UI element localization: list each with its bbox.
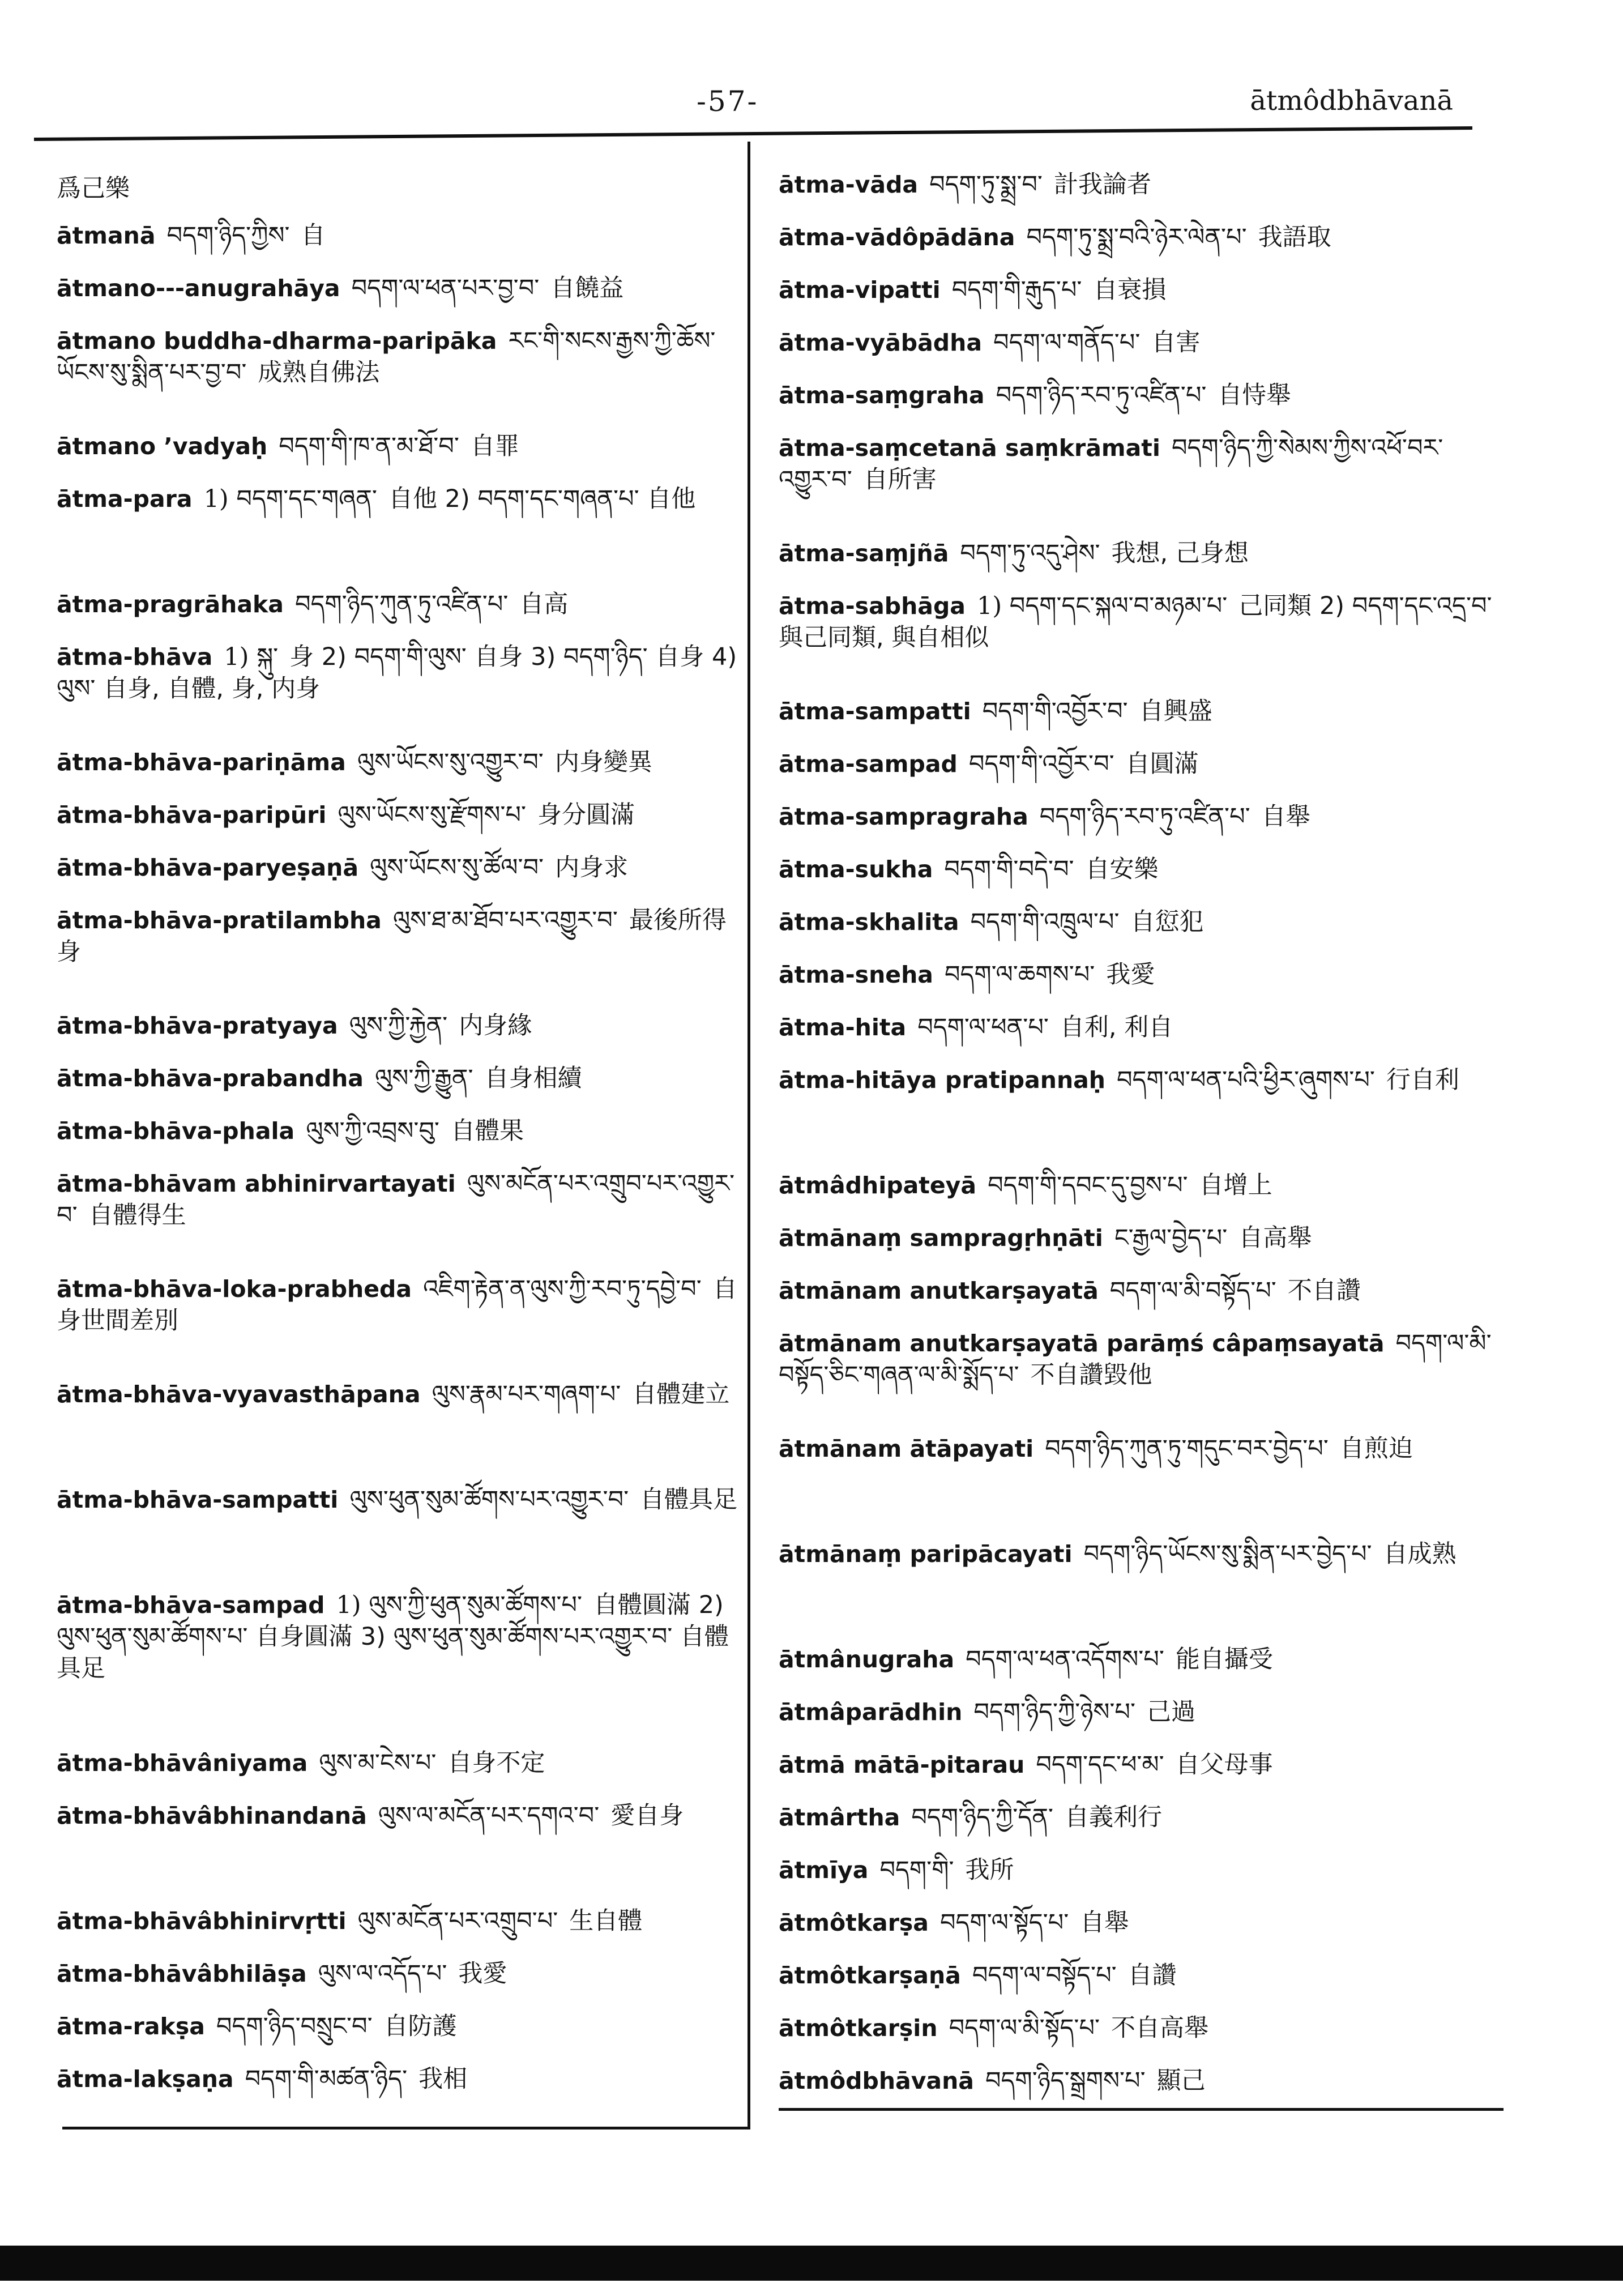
entry-headword: ātma-rakṣa (57, 2013, 205, 2040)
entry-tibetan: བདག་ལ་མི་བསྟོད་ཅིང་གཞན་ལ་མི་སྨོད་པ་ (779, 1329, 1492, 1389)
dictionary-entry (57, 1158, 742, 1263)
entry-chinese: 生自體 (569, 1907, 643, 1935)
entry-tibetan: བདག་གི་མཚན་ཉིད་ (245, 2065, 408, 2093)
entry-chinese: 内身求 (555, 853, 629, 882)
entry-tibetan: བདག་གི་དབང་དུ་བྱས་པ་ (988, 1171, 1188, 1200)
entry-tibetan: ལུས་ཡོངས་སུ་ཚོལ་བ་ (369, 853, 544, 882)
entry-chinese: 自衰損 (1093, 276, 1167, 304)
entry-chinese: 行自利 (1386, 1066, 1459, 1094)
entry-chinese: 内身變異 (554, 748, 652, 776)
entry-headword: ātmano---anugrahāya (57, 275, 340, 302)
entry-headword: ātmānam anutkarṣayatā parāṃś câpaṃsayatā (779, 1330, 1385, 1357)
entry-headword: ātmānaṃ paripācayati (779, 1540, 1073, 1568)
entry-chinese: 自安樂 (1085, 855, 1159, 884)
entry-headword: ātma-bhāva-pratyaya (57, 1012, 338, 1039)
entry-headword: ātma-sampatti (779, 698, 971, 725)
entry-headword: ātma-bhāva-loka-prabheda (57, 1275, 412, 1303)
entry-headword: ātma-hita (779, 1014, 907, 1041)
dictionary-entry (57, 631, 742, 736)
entry-chinese: 内身緣 (459, 1012, 532, 1040)
entry-headword: ātma-vādôpādāna (779, 224, 1015, 251)
footer-rule-right (779, 2108, 1504, 2111)
entry-headword: ātma-sabhāga (779, 592, 966, 620)
dictionary-entry (779, 211, 1492, 264)
dictionary-entry (779, 159, 1492, 211)
entry-tibetan: བདག་ཉིད་རབ་ཏུ་འཛིན་པ་ (996, 381, 1207, 409)
dictionary-entry (57, 173, 742, 210)
entry-tibetan: བདག་གི་བདེ་བ་ (944, 855, 1074, 884)
entry-headword: ātma-vipatti (779, 276, 941, 304)
entry-chinese: 自體得生 (88, 1201, 186, 1230)
dictionary-entry (57, 420, 742, 473)
column-divider (748, 142, 750, 2127)
entry-headword: ātmôtkarṣa (779, 1909, 929, 1936)
entry-headword: ātmano ’vadyaḥ (57, 433, 268, 460)
entry-tibetan: བདག་ལ་ཕན་པའི་ཕྱིར་ཞུགས་པ་ (1116, 1066, 1375, 1094)
entry-tibetan: བདག་ལ་ཕན་འདོགས་པ་ (966, 1645, 1164, 1674)
entry-chinese: 自愆犯 (1130, 908, 1204, 936)
entry-tibetan: བདག་ཉིད་ཡོངས་སུ་སྨིན་པར་བྱེད་པ་ (1083, 1540, 1372, 1568)
dictionary-entry (57, 1052, 742, 1105)
entry-tibetan: བདག་དང་ཕ་མ་ (1036, 1751, 1164, 1779)
entry-headword: ātmôtkarṣin (779, 2015, 938, 2042)
entry-headword: ātmâdhipateyā (779, 1172, 977, 1199)
entry-chinese: 計我論者 (1053, 170, 1151, 199)
dictionary-entry (57, 262, 742, 315)
entry-headword: ātmānam anutkarṣayatā (779, 1277, 1099, 1304)
entry-tibetan: ལུས་ཀྱི་རྒྱུན་ (374, 1064, 473, 1092)
entry-tibetan: འཇིག་རྟེན་ན་ལུས་ཀྱི་རབ་ཏུ་དབྱེ་བ་ (423, 1275, 702, 1303)
entry-tibetan: 1) བདག་དང་གཞན་ (203, 485, 377, 513)
entry-tibetan: བདག་ལ་ཕན་པར་བྱ་བ་ (351, 274, 540, 302)
entry-tibetan: བདག་ཉིད་ཀུན་ཏུ་གདུང་བར་བྱེད་པ་ (1045, 1435, 1329, 1463)
running-head: ātmôdbhāvanā (1250, 85, 1453, 117)
dictionary-entry (779, 1844, 1492, 1897)
entry-chinese: 自身相續 (484, 1064, 582, 1092)
entry-tibetan: ལུས་མ་ངེས་པ་ (319, 1749, 437, 1777)
entry-chinese: 不自讚毀他 (1030, 1361, 1152, 1389)
entry-chinese: 己過 (1147, 1698, 1195, 1726)
dictionary-entry (779, 1897, 1492, 1949)
dictionary-entry (779, 264, 1492, 317)
dictionary-entry (57, 1263, 742, 1368)
entry-headword: ātma-saṃjñā (779, 540, 949, 567)
entry-headword: ātma-bhāva-pratilambha (57, 907, 382, 934)
entry-headword: ātma-skhalita (779, 908, 959, 936)
entry-tibetan: ལུས་ཕུན་སུམ་ཚོགས་པར་འགྱུར་བ་ (349, 1486, 629, 1514)
dictionary-entry (779, 1159, 1492, 1212)
dictionary-entry (779, 369, 1492, 422)
entry-headword: ātmīya (779, 1857, 869, 1884)
dictionary-entry (779, 843, 1492, 896)
dictionary-entry (779, 580, 1492, 685)
entry-chinese: 自體具足 (640, 1486, 738, 1514)
entry-chinese: 自成熟 (1383, 1540, 1457, 1568)
dictionary-entry (57, 2053, 742, 2106)
dictionary-entry (779, 1001, 1492, 1054)
dictionary-entry (779, 1212, 1492, 1265)
entry-tibetan: བདག་ཉིད་སྒྲགས་པ་ (985, 2067, 1146, 2095)
dictionary-entry (57, 1368, 742, 1474)
entry-chinese: 自體圓滿 2) ལུས་ཕུན་སུམ་ཚོགས་པ་ 自身圓滿 3) ལུས་ཕུན་སུམ་ཚོགས་པར་འགྱུར་བ་ 自體具足 (57, 1591, 729, 1683)
dictionary-entry (779, 1739, 1492, 1791)
entry-headword: ātmôdbhāvanā (779, 2067, 974, 2094)
entry-chinese: 自體建立 (632, 1380, 730, 1409)
dictionary-entry (57, 2000, 742, 2053)
dictionary-entry (57, 1790, 742, 1895)
entry-tibetan: བདག་ཉིད་ཀྱི་སེམས་ཀྱིས་འཕོ་བར་འགྱུར་བ་ (779, 434, 1443, 494)
entry-tibetan: 1) སྐུ་ (224, 643, 279, 671)
entry-chinese: 不自高舉 (1111, 2014, 1209, 2042)
entry-chinese: 不自讚 (1287, 1277, 1361, 1305)
entry-tibetan: བདག་ཉིད་ཀྱི་དོན་ (911, 1803, 1053, 1832)
entry-chinese: 自興盛 (1139, 697, 1212, 725)
entry-chinese: 自義利行 (1064, 1803, 1162, 1832)
entry-headword: ātmānam ātāpayati (779, 1435, 1034, 1462)
entry-tibetan: བདག་ཉིད་རབ་ཏུ་འཛིན་པ་ (1039, 803, 1250, 831)
right-column (779, 159, 1492, 2107)
entry-headword: ātma-sneha (779, 961, 933, 988)
entry-headword: ātma-sampad (779, 750, 958, 778)
entry-headword: ātma-bhāvâbhinandanā (57, 1802, 367, 1829)
dictionary-entry (779, 422, 1492, 527)
dictionary-entry (779, 527, 1492, 580)
entry-tibetan: རང་གི་སངས་རྒྱས་ཀྱི་ཆོས་ཡོངས་སུ་སྨིན་པར་བྱ་བ་ (57, 327, 716, 387)
entry-chinese: 我所 (965, 1856, 1014, 1884)
dictionary-entry (779, 1791, 1492, 1844)
dictionary-entry (57, 315, 742, 420)
dictionary-entry (779, 1528, 1492, 1633)
entry-headword: ātmā mātā-pitarau (779, 1751, 1025, 1778)
dictionary-entry (779, 1317, 1492, 1423)
entry-tibetan: 1) ལུས་ཀྱི་ཕུན་སུམ་ཚོགས་པ་ (336, 1591, 583, 1619)
entry-chinese: 自圓滿 (1125, 750, 1199, 778)
dictionary-entry (57, 842, 742, 894)
dictionary-entry (779, 949, 1492, 1001)
dictionary-entry (779, 1633, 1492, 1686)
entry-headword: ātma-bhāvâbhinirvṛtti (57, 1907, 347, 1935)
entry-tibetan: བདག་གི་འབྱོར་བ་ (968, 750, 1114, 778)
entry-headword: ātma-bhāvâniyama (57, 1749, 308, 1777)
entry-chinese: 自增上 (1199, 1171, 1272, 1200)
dictionary-entry (57, 1474, 742, 1579)
entry-chinese: 自煎迫 (1339, 1435, 1413, 1463)
dictionary-entry (57, 473, 742, 578)
dictionary-entry (779, 1686, 1492, 1739)
entry-chinese: 我語取 (1258, 223, 1331, 251)
entry-tibetan: ལུས་ཐ་མ་ཐོབ་པར་འགྱུར་བ་ (392, 906, 618, 934)
entry-tibetan: བདག་གི་འཁྲུལ་པ་ (970, 908, 1120, 936)
entry-chinese: 自 (301, 221, 326, 250)
entry-tibetan: ང་རྒྱལ་བྱེད་པ་ (1114, 1224, 1228, 1252)
entry-tibetan: བདག་ལ་མི་སྟོད་པ་ (949, 2014, 1100, 2042)
entry-headword: ātma-pragrāhaka (57, 591, 284, 618)
entry-chinese: 身分圓滿 (537, 801, 635, 829)
entry-chinese: 自高舉 (1238, 1224, 1312, 1252)
entry-tibetan: བདག་ལ་བསྟོད་པ་ (972, 1961, 1117, 1990)
entry-tibetan: ལུས་ཡོངས་སུ་འགྱུར་བ་ (357, 748, 544, 776)
entry-chinese: 我愛 (458, 1960, 507, 1988)
entry-tibetan: བདག་ཉིད་ཀྱིས་ (166, 221, 290, 250)
dictionary-entry (57, 789, 742, 842)
scan-edge-band (0, 2246, 1623, 2281)
dictionary-entry (57, 210, 742, 262)
dictionary-entry (57, 1948, 742, 2000)
dictionary-entry (57, 1579, 742, 1737)
dictionary-entry (779, 1423, 1492, 1528)
entry-headword: ātma-para (57, 485, 193, 513)
entry-headword: ātmôtkarṣaṇā (779, 1962, 961, 1989)
entry-tibetan: བདག་གི་ (879, 1856, 954, 1884)
dictionary-entry (57, 1105, 742, 1158)
entry-headword: ātmâparādhin (779, 1698, 963, 1726)
footer-rule-left (62, 2127, 750, 2129)
entry-chinese: 我想, 己身想 (1111, 539, 1249, 567)
entry-chinese: 自體果 (450, 1117, 524, 1145)
entry-headword: ātma-lakṣaṇa (57, 2065, 234, 2093)
entry-headword: ātma-bhāva (57, 643, 213, 671)
dictionary-entry (779, 1265, 1492, 1317)
entry-tibetan: བདག་ཉིད་བསྲུང་བ་ (216, 2012, 373, 2041)
entry-tibetan: 1) བདག་དང་སྐལ་བ་མཉམ་པ་ (976, 592, 1228, 620)
entry-headword: ātma-vāda (779, 171, 919, 198)
entry-tibetan: བདག་ལ་ཆགས་པ་ (944, 961, 1095, 989)
entry-tibetan: ལུས་ཀྱི་འབྲས་བུ་ (306, 1117, 439, 1145)
entry-tibetan: ལུས་ཀྱི་རྐྱེན་ (349, 1012, 448, 1040)
entry-tibetan: ལུས་རྣམ་པར་གཞག་པ་ (432, 1380, 621, 1409)
entry-tibetan: བདག་གི་ཁ་ན་མ་ཐོ་བ་ (279, 432, 459, 460)
entry-headword: ātma-bhāvam abhinirvartayati (57, 1170, 456, 1197)
entry-chinese: 身 2) བདག་གི་ལུས་ 自身 3) བདག་ཉིད་ 自身 4) ལུས་ 自身, 自體, 身, 内身 (57, 643, 737, 703)
entry-chinese: 自父母事 (1175, 1751, 1273, 1779)
entry-tibetan: ལུས་ལ་མངོན་པར་དགའ་བ་ (378, 1802, 600, 1830)
entry-headword: ātmârtha (779, 1804, 900, 1831)
dictionary-entry (779, 1949, 1492, 2002)
dictionary-entry (779, 896, 1492, 949)
entry-chinese: 自害 (1151, 328, 1201, 357)
entry-tibetan: བདག་ལ་མི་བསྟོད་པ་ (1109, 1277, 1276, 1305)
entry-headword: ātma-hitāya pratipannaḥ (779, 1066, 1105, 1094)
entry-chinese: 自恃舉 (1218, 381, 1291, 409)
dictionary-entry (779, 738, 1492, 791)
entry-chinese: 成熟自佛法 (258, 359, 380, 387)
entry-tibetan: ལུས་མངོན་པར་འགྲུབ་པ་ (357, 1907, 558, 1935)
page-number: -57- (697, 85, 759, 118)
dictionary-entry (779, 317, 1492, 369)
entry-headword: ātma-saṃcetanā saṃkrāmati (779, 434, 1160, 462)
entry-headword: ātma-bhāva-paripūri (57, 801, 327, 829)
entry-chinese: 自舉 (1080, 1909, 1129, 1937)
entry-headword: ātma-vyābādha (779, 329, 983, 356)
dictionary-entry (57, 1895, 742, 1948)
dictionary-entry (57, 1737, 742, 1790)
dictionary-entry (57, 578, 742, 631)
entry-tibetan: བདག་ཏུ་འདུ་ཤེས་ (960, 539, 1100, 567)
entry-headword: ātmano buddha-dharma-paripāka (57, 327, 497, 355)
entry-headword: ātmânugraha (779, 1646, 955, 1673)
entry-headword: ātma-bhāva-prabandha (57, 1065, 364, 1092)
entry-chinese: 自高 (519, 590, 569, 618)
entry-headword: ātma-bhāva-sampatti (57, 1486, 339, 1513)
entry-headword: ātma-bhāva-vyavasthāpana (57, 1381, 421, 1408)
entry-tibetan: ལུས་མངོན་པར་འགྲུབ་པར་འགྱུར་བ་ (57, 1170, 735, 1230)
entry-tibetan: ལུས་ལ་འདོད་པ་ (318, 1960, 447, 1988)
entry-chinese: 我相 (418, 2065, 468, 2093)
entry-chinese: 愛自身 (610, 1802, 684, 1830)
entry-chinese: 自讚 (1127, 1961, 1177, 1990)
entry-headword: ātma-bhāva-pariṇāma (57, 749, 346, 776)
entry-tibetan: བདག་གི་རྒུད་པ་ (951, 276, 1082, 304)
entry-chinese: 自防護 (383, 2012, 457, 2041)
dictionary-entry (57, 1000, 742, 1052)
entry-tibetan: བདག་གི་འབྱོར་བ་ (982, 697, 1128, 725)
header-rule (34, 126, 1472, 141)
entry-chinese: 自身世間差別 (57, 1275, 737, 1335)
entry-headword: ātma-saṃgraha (779, 382, 985, 409)
entry-tibetan: བདག་ཉིད་ཀྱི་ཉེས་པ་ (973, 1698, 1135, 1726)
entry-tibetan: བདག་ཏུ་སྨྲ་བ་ (929, 170, 1043, 199)
entry-headword: ātma-bhāvâbhilāṣa (57, 1960, 307, 1987)
entry-headword: ātma-bhāva-phala (57, 1117, 295, 1145)
entry-tibetan: བདག་ལ་སྟོད་པ་ (939, 1909, 1069, 1937)
entry-chinese: 自他 2) བདག་དང་གཞན་པ་ 自他 (388, 485, 696, 513)
entry-chinese: 我愛 (1106, 961, 1155, 989)
entry-headword: ātma-sukha (779, 856, 933, 883)
entry-chinese: 自饒益 (550, 274, 624, 302)
entry-chinese: 自身不定 (447, 1749, 545, 1777)
entry-tibetan: བདག་ལ་ཕན་པ་ (917, 1013, 1049, 1042)
entry-chinese: 己同類 2) བདག་དང་འདྲ་བ་ 與己同類, 與自相似 (779, 592, 1492, 652)
dictionary-entry (779, 685, 1492, 738)
entry-headword: ātma-bhāva-paryeṣaṇā (57, 854, 358, 881)
entry-chinese: 自舉 (1261, 803, 1310, 831)
entry-tibetan: བདག་ཏུ་སྨྲ་བའི་ཉེར་ལེན་པ་ (1026, 223, 1247, 251)
dictionary-entry (779, 1054, 1492, 1159)
entry-chinese: 爲己樂 (57, 174, 130, 203)
left-column (57, 173, 742, 2106)
dictionary-entry (57, 736, 742, 789)
entry-headword: ātma-sampragraha (779, 803, 1028, 830)
dictionary-entry (779, 2055, 1492, 2107)
entry-chinese: 顯己 (1156, 2067, 1206, 2095)
dictionary-entry (57, 894, 742, 1000)
entry-headword: ātmānaṃ sampragṛhṇāti (779, 1224, 1103, 1252)
dictionary-entry (779, 791, 1492, 843)
entry-chinese: 能自攝受 (1175, 1645, 1273, 1674)
entry-chinese: 自罪 (470, 432, 519, 460)
entry-headword: ātmanā (57, 222, 156, 249)
entry-chinese: 自所害 (863, 466, 937, 494)
entry-tibetan: བདག་ཉིད་ཀུན་ཏུ་འཛིན་པ་ (294, 590, 509, 618)
dictionary-entry (779, 2002, 1492, 2055)
entry-tibetan: ལུས་ཡོངས་སུ་རྫོགས་པ་ (338, 801, 526, 829)
entry-tibetan: བདག་ལ་གནོད་པ་ (993, 328, 1141, 357)
entry-headword: ātma-bhāva-sampad (57, 1591, 325, 1619)
entry-chinese: 自利, 利自 (1060, 1013, 1173, 1042)
entry-chinese: 最後所得身 (57, 906, 727, 966)
